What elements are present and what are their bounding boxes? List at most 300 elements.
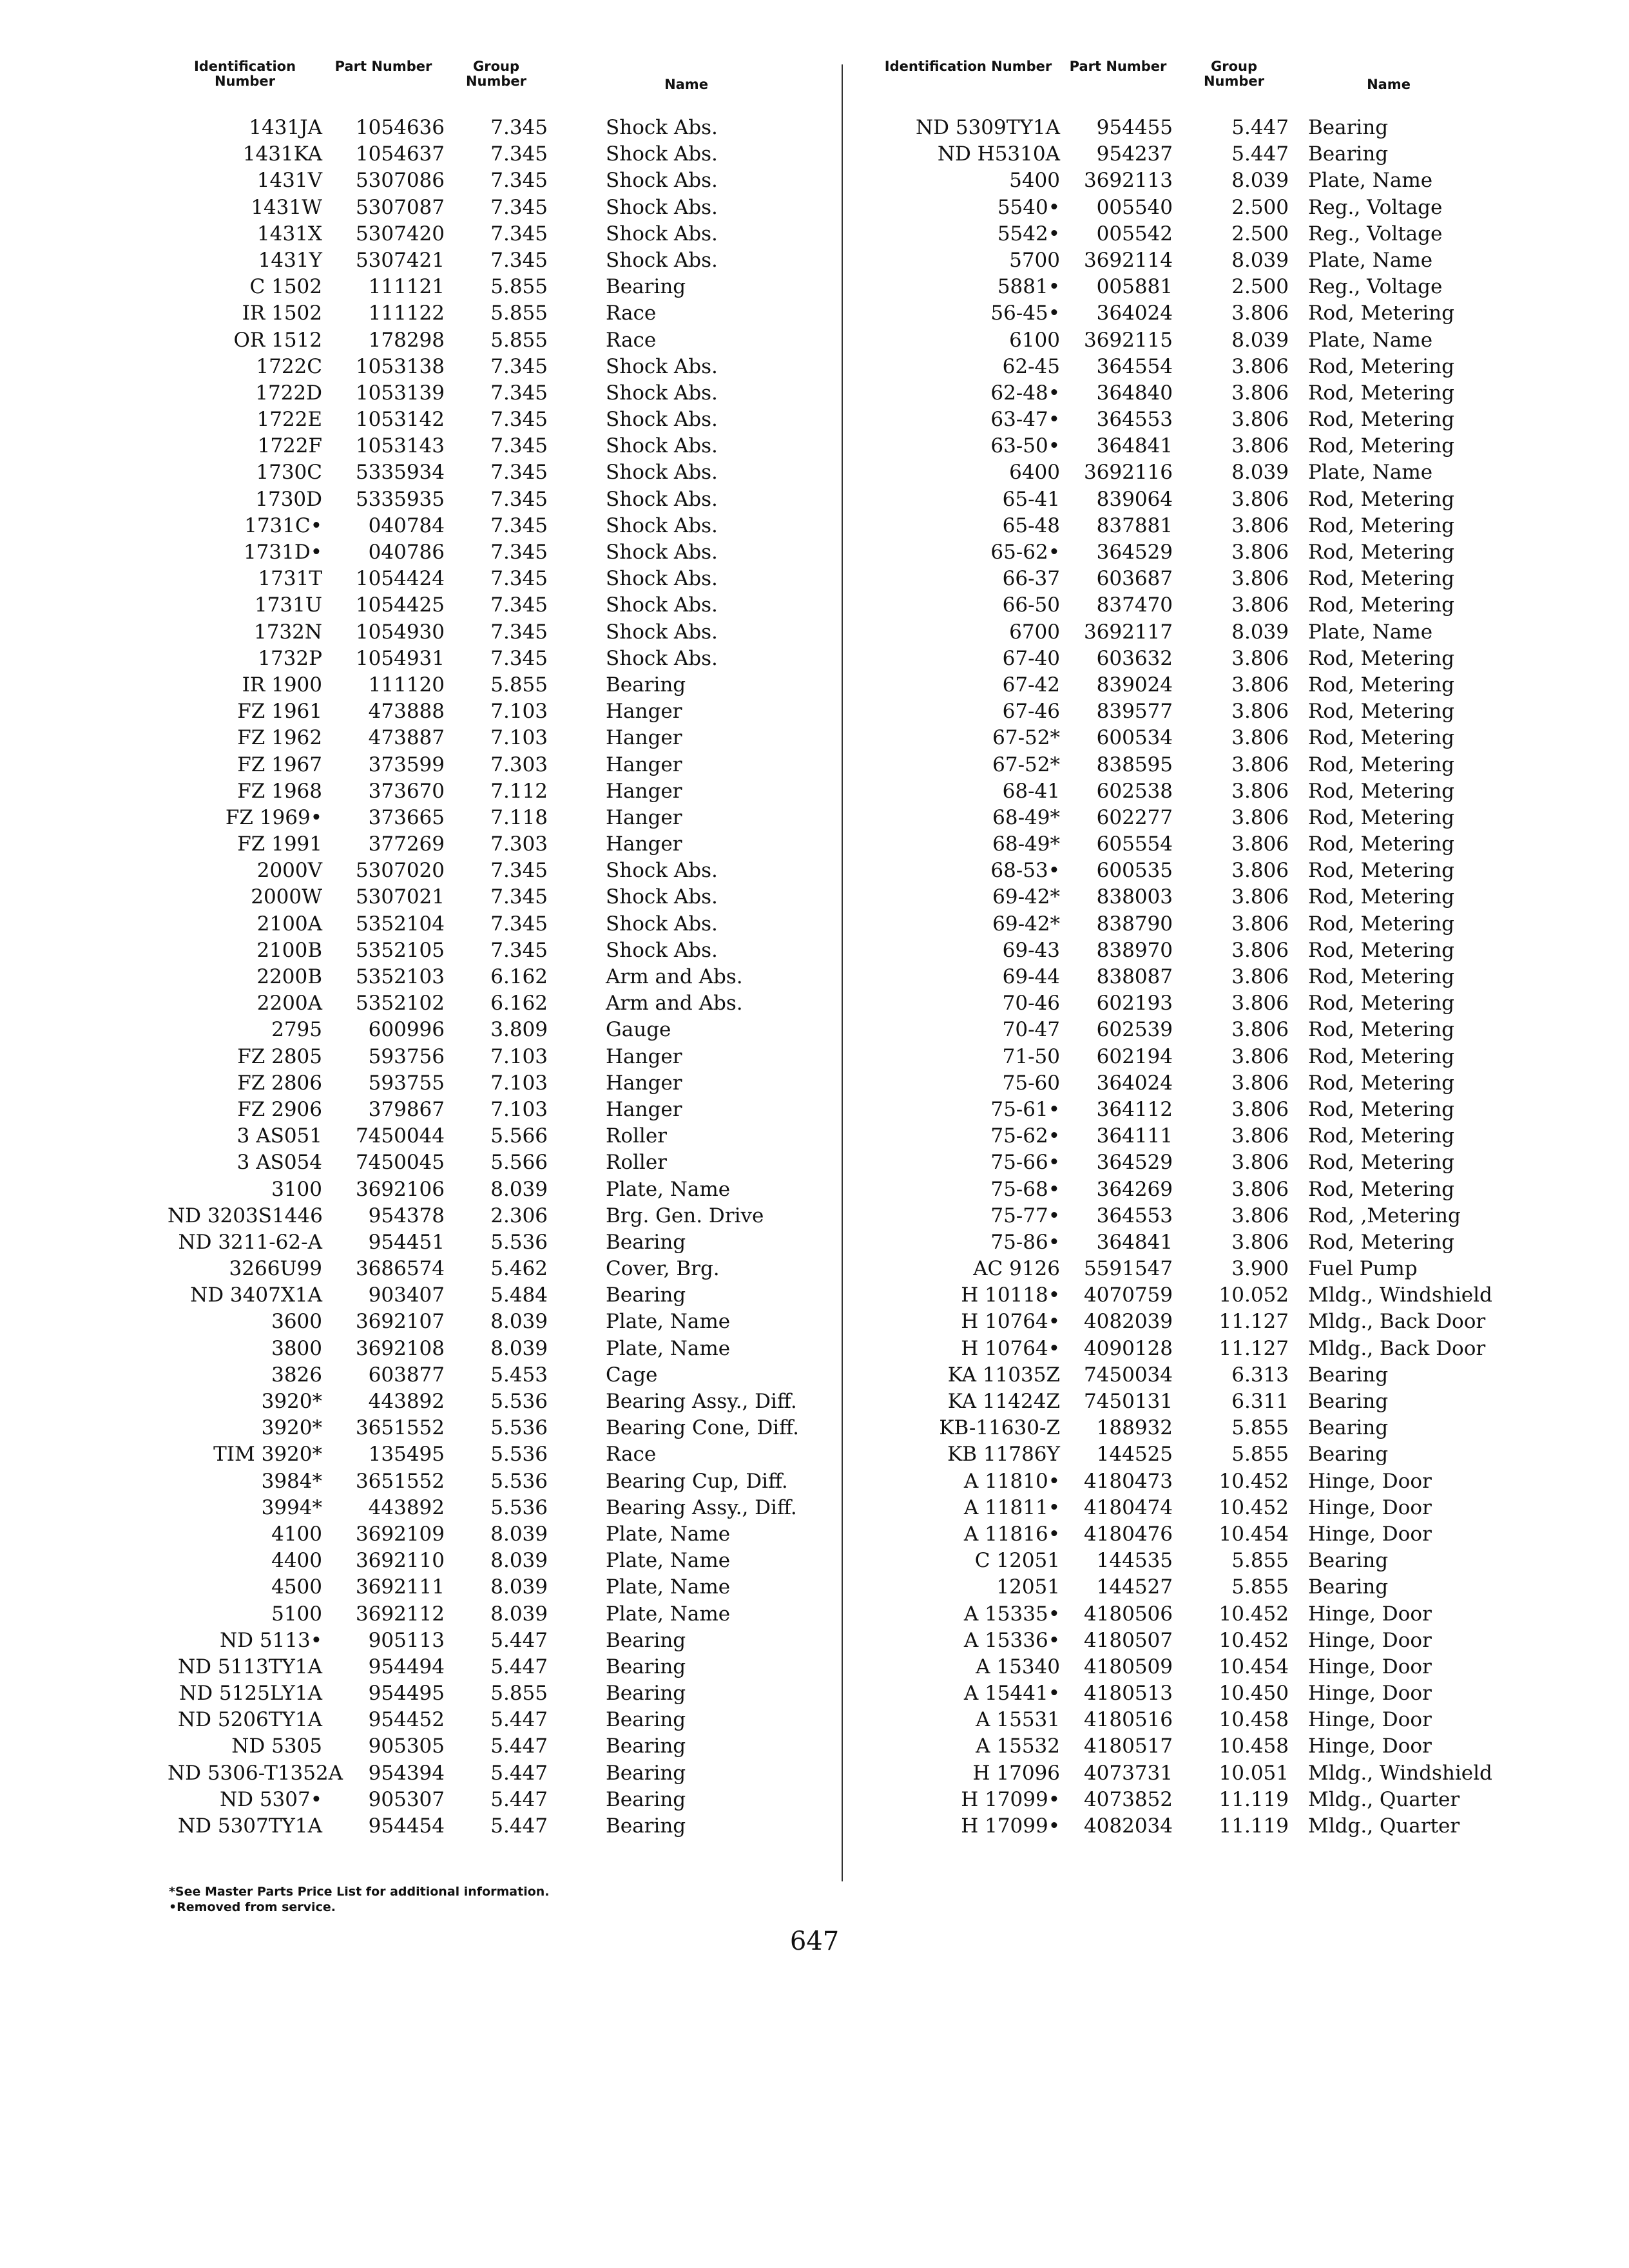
table-row — [863, 433, 1598, 459]
table-row — [863, 1601, 1598, 1628]
identification-number: 67-40 — [1002, 646, 1060, 670]
part-number: 364111 — [1096, 1124, 1173, 1148]
table-row — [168, 990, 902, 1017]
part-name: Bearing — [606, 1628, 686, 1652]
group-number: 3.806 — [1231, 673, 1289, 697]
table-row — [863, 1362, 1598, 1389]
group-number: 2.306 — [490, 1204, 548, 1227]
header-group-number: Group Number — [465, 59, 527, 89]
part-name: Plate, Name — [606, 1602, 731, 1626]
part-name: Bearing — [1308, 1416, 1389, 1440]
table-row — [863, 1813, 1598, 1840]
group-number: 5.855 — [1231, 1443, 1289, 1466]
part-name: Hanger — [606, 1044, 682, 1068]
part-name: Plate, Name — [606, 1575, 731, 1599]
table-row — [863, 646, 1598, 672]
identification-number: 1431W — [251, 195, 322, 219]
part-number: 593756 — [368, 1044, 445, 1068]
identification-number: ND 3407X1A — [190, 1283, 322, 1307]
part-name: Bearing Cup, Diff. — [606, 1469, 788, 1493]
group-number: 3.806 — [1231, 779, 1289, 803]
table-row — [168, 1654, 902, 1680]
part-number: 1054637 — [355, 142, 445, 166]
part-number: 3692112 — [355, 1602, 445, 1626]
part-name: Rod, Metering — [1308, 885, 1454, 909]
part-name: Rod, Metering — [1308, 1018, 1454, 1042]
part-number: 443892 — [368, 1495, 445, 1519]
identification-number: 5400 — [1009, 169, 1060, 193]
table-row — [863, 1389, 1598, 1415]
identification-number: 1722E — [256, 408, 322, 432]
identification-number: 1722C — [256, 354, 322, 378]
part-name: Hinge, Door — [1308, 1682, 1432, 1706]
part-number: 473888 — [368, 700, 445, 724]
table-row — [863, 1628, 1598, 1654]
group-number: 7.345 — [490, 116, 548, 139]
identification-number: 75-60 — [1002, 1071, 1060, 1095]
part-name: Hanger — [606, 779, 682, 803]
identification-number: 67-46 — [1002, 700, 1060, 724]
table-row — [863, 1123, 1598, 1149]
group-number: 7.118 — [490, 805, 548, 829]
identification-number: FZ 1969• — [225, 805, 322, 829]
group-number: 7.345 — [490, 487, 548, 511]
part-name: Rod, Metering — [1308, 1097, 1454, 1121]
group-number: 5.447 — [490, 1708, 548, 1732]
part-name: Reg., Voltage — [1308, 195, 1443, 219]
group-number: 10.458 — [1219, 1708, 1289, 1732]
column-divider — [842, 64, 843, 1881]
table-row — [863, 884, 1598, 910]
part-number: 144535 — [1096, 1549, 1173, 1573]
table-row — [168, 327, 902, 354]
part-number: 954378 — [368, 1204, 445, 1227]
part-name: Rod, Metering — [1308, 912, 1454, 936]
table-row — [168, 725, 902, 751]
header-name: Name — [1367, 77, 1411, 92]
part-number: 4180513 — [1083, 1682, 1173, 1706]
identification-number: 1731U — [254, 593, 322, 617]
part-name: Rod, Metering — [1308, 938, 1454, 962]
identification-number: A 15441• — [963, 1682, 1060, 1706]
group-number: 2.500 — [1231, 222, 1289, 245]
table-row — [168, 221, 902, 247]
group-number: 3.806 — [1231, 700, 1289, 724]
part-name: Bearing Cone, Diff. — [606, 1416, 799, 1440]
table-row — [168, 274, 902, 300]
part-name: Plate, Name — [606, 1522, 731, 1546]
part-number: 111120 — [368, 673, 445, 697]
part-name: Rod, Metering — [1308, 381, 1454, 405]
group-number: 5.536 — [490, 1390, 548, 1413]
part-number: 903407 — [368, 1283, 445, 1307]
group-number: 8.039 — [490, 1310, 548, 1334]
part-number: 838003 — [1096, 885, 1173, 909]
identification-number: 75-86• — [990, 1230, 1060, 1254]
group-number: 8.039 — [1231, 461, 1289, 485]
table-row — [168, 911, 902, 937]
part-number: 602194 — [1096, 1044, 1173, 1068]
identification-number: KB 11786Y — [947, 1443, 1060, 1466]
part-number: 5307421 — [355, 248, 445, 272]
part-number: 5352103 — [355, 965, 445, 988]
part-number: 377269 — [368, 832, 445, 856]
part-number: 954237 — [1096, 142, 1173, 166]
group-number: 3.806 — [1231, 487, 1289, 511]
identification-number: 2795 — [271, 1018, 322, 1042]
group-number: 2.500 — [1231, 275, 1289, 299]
table-row — [168, 1044, 902, 1070]
part-number: 954494 — [368, 1655, 445, 1678]
identification-number: 3920* — [261, 1416, 322, 1440]
part-number: 837881 — [1096, 514, 1173, 537]
identification-number: A 15335• — [963, 1602, 1060, 1626]
table-row — [863, 672, 1598, 698]
table-row — [168, 646, 902, 672]
identification-number: A 15336• — [963, 1628, 1060, 1652]
identification-number: 1730C — [256, 461, 322, 485]
part-number: 364841 — [1096, 434, 1173, 458]
identification-number: A 15340 — [976, 1655, 1060, 1678]
identification-number: 3266U99 — [229, 1257, 322, 1281]
group-number: 3.806 — [1231, 912, 1289, 936]
identification-number: A 11816• — [963, 1522, 1060, 1546]
table-row — [168, 1707, 902, 1733]
part-number: 135495 — [368, 1443, 445, 1466]
table-row — [168, 433, 902, 459]
table-row — [863, 725, 1598, 751]
group-number: 3.806 — [1231, 1044, 1289, 1068]
table-row — [863, 831, 1598, 858]
part-name: Hanger — [606, 1071, 682, 1095]
group-number: 10.450 — [1219, 1682, 1289, 1706]
table-row — [168, 1203, 902, 1229]
part-number: 005881 — [1096, 275, 1173, 299]
part-name: Plate, Name — [1308, 169, 1433, 193]
identification-number: ND 5113• — [219, 1628, 322, 1652]
part-name: Rod, Metering — [1308, 965, 1454, 988]
group-number: 3.806 — [1231, 753, 1289, 776]
identification-number: 6400 — [1009, 461, 1060, 485]
footnotes — [169, 1884, 550, 1915]
table-row — [863, 805, 1598, 831]
part-number: 144525 — [1096, 1443, 1173, 1466]
table-row — [168, 1628, 902, 1654]
table-row — [168, 1389, 902, 1415]
identification-number: C 12051 — [974, 1549, 1060, 1573]
group-number: 3.806 — [1231, 1204, 1289, 1227]
part-name: Reg., Voltage — [1308, 275, 1443, 299]
table-row — [863, 1336, 1598, 1362]
identification-number: A 15531 — [976, 1708, 1060, 1732]
part-number: 373599 — [368, 753, 445, 776]
group-number: 8.039 — [490, 1575, 548, 1599]
group-number: 10.458 — [1219, 1735, 1289, 1758]
identification-number: ND 5306-T1352A — [168, 1761, 343, 1785]
part-name: Shock Abs. — [606, 859, 718, 883]
part-name: Bearing Assy., Diff. — [606, 1390, 797, 1413]
table-row — [863, 778, 1598, 805]
part-name: Shock Abs. — [606, 461, 718, 485]
part-name: Bearing — [1308, 1390, 1389, 1413]
part-number: 1054931 — [355, 646, 445, 670]
identification-number: 75-61• — [990, 1097, 1060, 1121]
part-name: Bearing — [1308, 1549, 1389, 1573]
identification-number: 3984* — [261, 1469, 322, 1493]
group-number: 3.806 — [1231, 859, 1289, 883]
part-number: 373670 — [368, 779, 445, 803]
part-number: 5591547 — [1083, 1257, 1173, 1281]
group-number: 7.103 — [490, 1044, 548, 1068]
identification-number: OR 1512 — [233, 328, 322, 352]
part-name: Mldg., Quarter — [1308, 1787, 1460, 1811]
table-row — [168, 964, 902, 990]
group-number: 5.447 — [490, 1761, 548, 1785]
part-name: Rod, ,Metering — [1308, 1204, 1461, 1227]
part-name: Rod, Metering — [1308, 726, 1454, 750]
part-name: Bearing — [1308, 1575, 1389, 1599]
part-number: 838087 — [1096, 965, 1173, 988]
part-name: Rod, Metering — [1308, 753, 1454, 776]
part-name: Rod, Metering — [1308, 1071, 1454, 1095]
part-name: Rod, Metering — [1308, 859, 1454, 883]
identification-number: KA 11035Z — [947, 1363, 1060, 1387]
group-number: 6.313 — [1231, 1363, 1289, 1387]
identification-number: 67-52* — [992, 753, 1060, 776]
table-row — [168, 1362, 902, 1389]
table-row — [168, 831, 902, 858]
group-number: 11.127 — [1219, 1310, 1289, 1334]
part-name: Shock Abs. — [606, 620, 718, 644]
table-row — [168, 1229, 902, 1256]
table-row — [168, 1149, 902, 1176]
group-number: 7.345 — [490, 885, 548, 909]
table-row — [863, 1415, 1598, 1441]
table-row — [863, 274, 1598, 300]
part-name: Race — [606, 302, 657, 325]
part-number: 905305 — [368, 1735, 445, 1758]
part-name: Bearing — [606, 1735, 686, 1758]
part-name: Bearing — [1308, 116, 1389, 139]
identification-number: 2100B — [256, 938, 322, 962]
table-row — [168, 247, 902, 274]
part-name: Arm and Abs. — [606, 965, 743, 988]
part-name: Rod, Metering — [1308, 832, 1454, 856]
identification-number: FZ 2906 — [237, 1097, 322, 1121]
group-number: 7.112 — [490, 779, 548, 803]
part-number: 4180474 — [1083, 1495, 1173, 1519]
table-row — [168, 698, 902, 725]
group-number: 5.462 — [490, 1257, 548, 1281]
identification-number: 3994* — [261, 1495, 322, 1519]
part-number: 364529 — [1096, 541, 1173, 564]
identification-number: 67-42 — [1002, 673, 1060, 697]
part-name: Rod, Metering — [1308, 805, 1454, 829]
part-name: Shock Abs. — [606, 912, 718, 936]
group-number: 5.855 — [490, 1682, 548, 1706]
part-number: 3692116 — [1083, 461, 1173, 485]
table-row — [863, 937, 1598, 964]
group-number: 5.447 — [1231, 116, 1289, 139]
part-name: Plate, Name — [606, 1549, 731, 1573]
group-number: 7.345 — [490, 142, 548, 166]
part-number: 954451 — [368, 1230, 445, 1254]
identification-number: 65-48 — [1002, 514, 1060, 537]
table-row — [863, 1680, 1598, 1707]
table-row — [863, 1149, 1598, 1176]
left-header — [168, 54, 902, 101]
part-name: Bearing — [606, 1708, 686, 1732]
part-name: Cover, Brg. — [606, 1257, 720, 1281]
table-row — [168, 407, 902, 433]
part-name: Shock Abs. — [606, 169, 718, 193]
part-name: Fuel Pump — [1308, 1257, 1418, 1281]
table-row — [168, 1733, 902, 1760]
group-number: 7.345 — [490, 646, 548, 670]
group-number: 3.806 — [1231, 434, 1289, 458]
identification-number: 70-46 — [1002, 992, 1060, 1015]
part-number: 5307021 — [355, 885, 445, 909]
identification-number: TIM 3920* — [213, 1443, 322, 1466]
identification-number: 1731T — [258, 567, 322, 591]
identification-number: 2100A — [256, 912, 322, 936]
table-row — [863, 141, 1598, 168]
identification-number: H 17099• — [961, 1787, 1060, 1811]
group-number: 10.452 — [1219, 1495, 1289, 1519]
part-name: Shock Abs. — [606, 487, 718, 511]
part-number: 5307086 — [355, 169, 445, 193]
table-row — [168, 1495, 902, 1521]
part-name: Plate, Name — [606, 1177, 731, 1201]
page-number: 647 — [789, 1927, 840, 1956]
table-row — [863, 1521, 1598, 1548]
identification-number: AC 9126 — [973, 1257, 1060, 1281]
identification-number: ND 5307• — [219, 1787, 322, 1811]
part-number: 602277 — [1096, 805, 1173, 829]
identification-number: 4100 — [271, 1522, 322, 1546]
identification-number: 1431V — [256, 169, 322, 193]
part-number: 1053139 — [355, 381, 445, 405]
group-number: 3.806 — [1231, 1071, 1289, 1095]
group-number: 5.447 — [490, 1814, 548, 1838]
table-row — [863, 990, 1598, 1017]
table-row — [168, 1521, 902, 1548]
part-number: 3692107 — [355, 1310, 445, 1334]
table-row — [863, 407, 1598, 433]
part-number: 600535 — [1096, 859, 1173, 883]
part-number: 954394 — [368, 1761, 445, 1785]
part-name: Hinge, Door — [1308, 1522, 1432, 1546]
table-row — [863, 752, 1598, 778]
group-number: 5.447 — [1231, 142, 1289, 166]
part-name: Shock Abs. — [606, 248, 718, 272]
part-name: Hinge, Door — [1308, 1735, 1432, 1758]
part-name: Reg., Voltage — [1308, 222, 1443, 245]
identification-number: ND 5307TY1A — [178, 1814, 322, 1838]
identification-number: 62-45 — [1002, 354, 1060, 378]
part-name: Bearing — [606, 1814, 686, 1838]
part-number: 1054930 — [355, 620, 445, 644]
part-number: 602538 — [1096, 779, 1173, 803]
part-number: 954455 — [1096, 116, 1173, 139]
group-number: 8.039 — [1231, 620, 1289, 644]
part-number: 364024 — [1096, 1071, 1173, 1095]
part-number: 5335935 — [355, 487, 445, 511]
group-number: 3.806 — [1231, 302, 1289, 325]
part-name: Rod, Metering — [1308, 1124, 1454, 1148]
identification-number: IR 1900 — [242, 673, 322, 697]
part-name: Bearing — [606, 275, 686, 299]
part-name: Hinge, Door — [1308, 1655, 1432, 1678]
part-name: Shock Abs. — [606, 567, 718, 591]
part-number: 379867 — [368, 1097, 445, 1121]
part-number: 605554 — [1096, 832, 1173, 856]
identification-number: ND 5113TY1A — [178, 1655, 322, 1678]
table-row — [168, 858, 902, 884]
part-number: 1054425 — [355, 593, 445, 617]
table-row — [863, 1203, 1598, 1229]
group-number: 7.103 — [490, 700, 548, 724]
table-row — [168, 1336, 902, 1362]
group-number: 3.806 — [1231, 1097, 1289, 1121]
group-number: 7.345 — [490, 434, 548, 458]
identification-number: 3 AS051 — [236, 1124, 322, 1148]
part-number: 7450034 — [1083, 1363, 1173, 1387]
table-row — [863, 592, 1598, 619]
table-row — [168, 168, 902, 194]
table-row — [863, 1468, 1598, 1495]
table-row — [168, 778, 902, 805]
group-number: 5.855 — [490, 302, 548, 325]
group-number: 7.345 — [490, 354, 548, 378]
identification-number: 66-50 — [1002, 593, 1060, 617]
part-number: 905113 — [368, 1628, 445, 1652]
identification-number: A 15532 — [976, 1735, 1060, 1758]
group-number: 7.345 — [490, 567, 548, 591]
identification-number: ND 5125LY1A — [179, 1682, 322, 1706]
group-number: 11.119 — [1219, 1787, 1289, 1811]
group-number: 5.447 — [490, 1628, 548, 1652]
part-number: 3692114 — [1083, 248, 1173, 272]
group-number: 7.345 — [490, 461, 548, 485]
part-name: Hinge, Door — [1308, 1628, 1432, 1652]
part-name: Mldg., Back Door — [1308, 1336, 1486, 1360]
part-name: Rod, Metering — [1308, 302, 1454, 325]
part-number: 005540 — [1096, 195, 1173, 219]
group-number: 5.447 — [490, 1787, 548, 1811]
part-number: 3692113 — [1083, 169, 1173, 193]
group-number: 7.345 — [490, 408, 548, 432]
part-number: 3692111 — [355, 1575, 445, 1599]
identification-number: 1731C• — [244, 514, 322, 537]
group-number: 6.311 — [1231, 1390, 1289, 1413]
right-header — [863, 54, 1598, 101]
table-row — [863, 247, 1598, 274]
table-row — [168, 380, 902, 407]
group-number: 7.345 — [490, 514, 548, 537]
table-row — [168, 937, 902, 964]
identification-number: 75-66• — [990, 1151, 1060, 1175]
table-row — [863, 619, 1598, 646]
group-number: 6.162 — [490, 992, 548, 1015]
footnote-asterisk: *See Master Parts Price List for additional information. — [169, 1885, 550, 1899]
table-row — [168, 884, 902, 910]
group-number: 6.162 — [490, 965, 548, 988]
part-number: 4082039 — [1083, 1310, 1173, 1334]
identification-number: 65-41 — [1002, 487, 1060, 511]
part-name: Shock Abs. — [606, 938, 718, 962]
table-row — [168, 752, 902, 778]
